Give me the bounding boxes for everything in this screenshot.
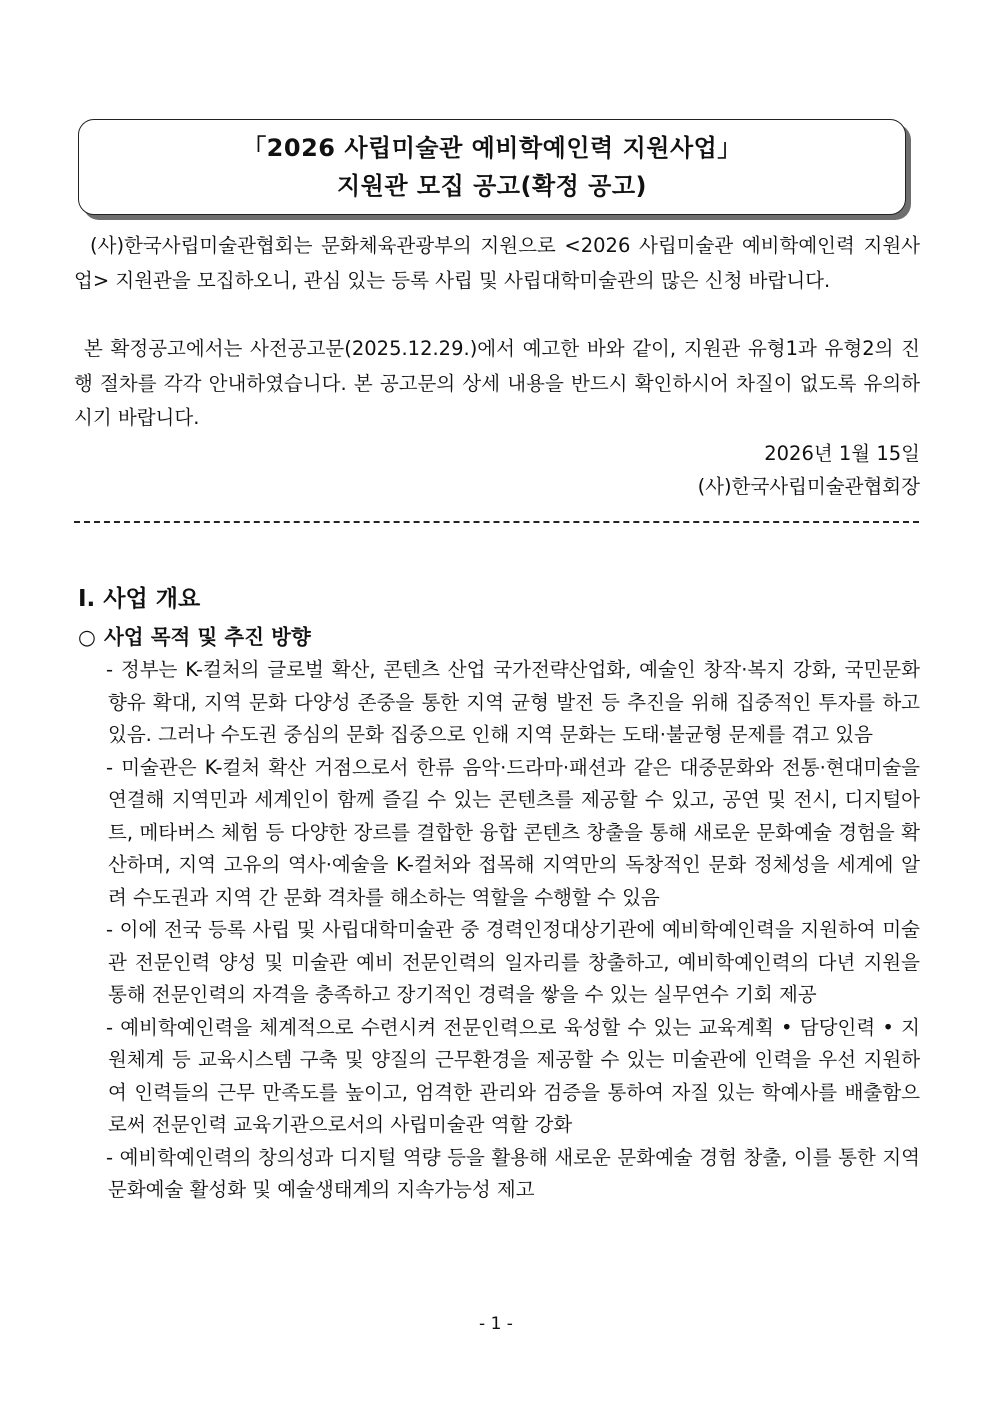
circle-bullet-icon: ○ bbox=[78, 625, 96, 649]
list-item: - 정부는 K-컬처의 글로벌 확산, 콘텐츠 산업 국가전략산업화, 예술인 창작·복지 강화, 국민문화 향유 확대, 지역 문화 다양성 존중을 통한 지역 균형 발전 등 추진을 위해 집중적인 투자를 하고 있음. 그러나 수도권 중심의 문화 집중으로 인해 지역 문화는 도태·불균형 문제를 겪고 있음 bbox=[106, 658, 920, 746]
title-box bbox=[78, 119, 906, 215]
document-title-line2: 지원관 모집 공고(확정 공고) bbox=[336, 172, 648, 200]
issuing-organization: (사)한국사립미술관협회장 bbox=[697, 475, 920, 498]
sub-heading bbox=[78, 621, 311, 653]
page-number: - 1 - bbox=[479, 1314, 513, 1334]
list-item: - 예비학예인력의 창의성과 디지털 역량 등을 활용해 새로운 문화예술 경험 창출, 이를 통한 지역 문화예술 활성화 및 예술생태계의 지속가능성 제고 bbox=[106, 1145, 920, 1201]
section-heading: Ⅰ. 사업 개요 bbox=[78, 586, 201, 612]
sub-heading-text: 사업 목적 및 추진 방향 bbox=[104, 625, 311, 649]
purpose-list bbox=[100, 654, 920, 1207]
dashed-divider bbox=[74, 521, 919, 523]
list-item: - 이에 전국 등록 사립 및 사립대학미술관 중 경력인정대상기관에 예비학예인력을 지원하여 미술관 전문인력 양성 및 미술관 예비 전문인력의 일자리를 창출하고, 예비학예인력의 다년 지원을 통해 전문인력의 자격을 충족하고 장기적인 경력을 쌓을 수 있는 실무연수 기회 제공 bbox=[106, 918, 920, 1006]
document-title-line1: 「2026 사립미술관 예비학예인력 지원사업」 bbox=[242, 134, 742, 162]
list-item: - 예비학예인력을 체계적으로 수련시켜 전문인력으로 육성할 수 있는 교육계획 • 담당인력 • 지원체계 등 교육시스템 구축 및 양질의 근무환경을 제공할 수 있는 미술관에 인력을 우선 지원하여 인력들의 근무 만족도를 높이고, 엄격한 관리와 검증을 통하여 자질 있는 학예사를 배출함으로써 전문인력 교육기관으로서의 사립미술관 역할 강화 bbox=[106, 1015, 920, 1136]
announcement-date: 2026년 1월 15일 bbox=[764, 442, 920, 465]
list-item: - 미술관은 K-컬처 확산 거점으로서 한류 음악·드라마·패션과 같은 대중문화와 전통·현대미술을 연결해 지역민과 세계인이 함께 즐길 수 있는 콘텐츠를 제공할 수 있고, 공연 및 전시, 디지털아트, 메타버스 체험 등 다양한 장르를 결합한 융합 콘텐츠 창출을 통해 새로운 문화예술 경험을 확산하며, 지역 고유의 역사·예술을 K-컬처와 접목해 지역만의 독창적인 문화 정체성을 세계에 알려 수도권과 지역 간 문화 격차를 해소하는 역할을 수행할 수 있음 bbox=[106, 755, 920, 909]
intro-paragraph-2: 본 확정공고에서는 사전공고문(2025.12.29.)에서 예고한 바와 같이, 지원관 유형1과 유형2의 진행 절차를 각각 안내하였습니다. 본 공고문의 상세 내용을 반드시 확인하시어 차질이 없도록 유의하시기 바랍니다. bbox=[74, 337, 920, 429]
intro-paragraph-1: (사)한국사립미술관협회는 문화체육관광부의 지원으로 <2026 사립미술관 예비학예인력 지원사업> 지원관을 모집하오니, 관심 있는 등록 사립 및 사립대학미술관의 많은 신청 바랍니다. bbox=[74, 234, 920, 292]
